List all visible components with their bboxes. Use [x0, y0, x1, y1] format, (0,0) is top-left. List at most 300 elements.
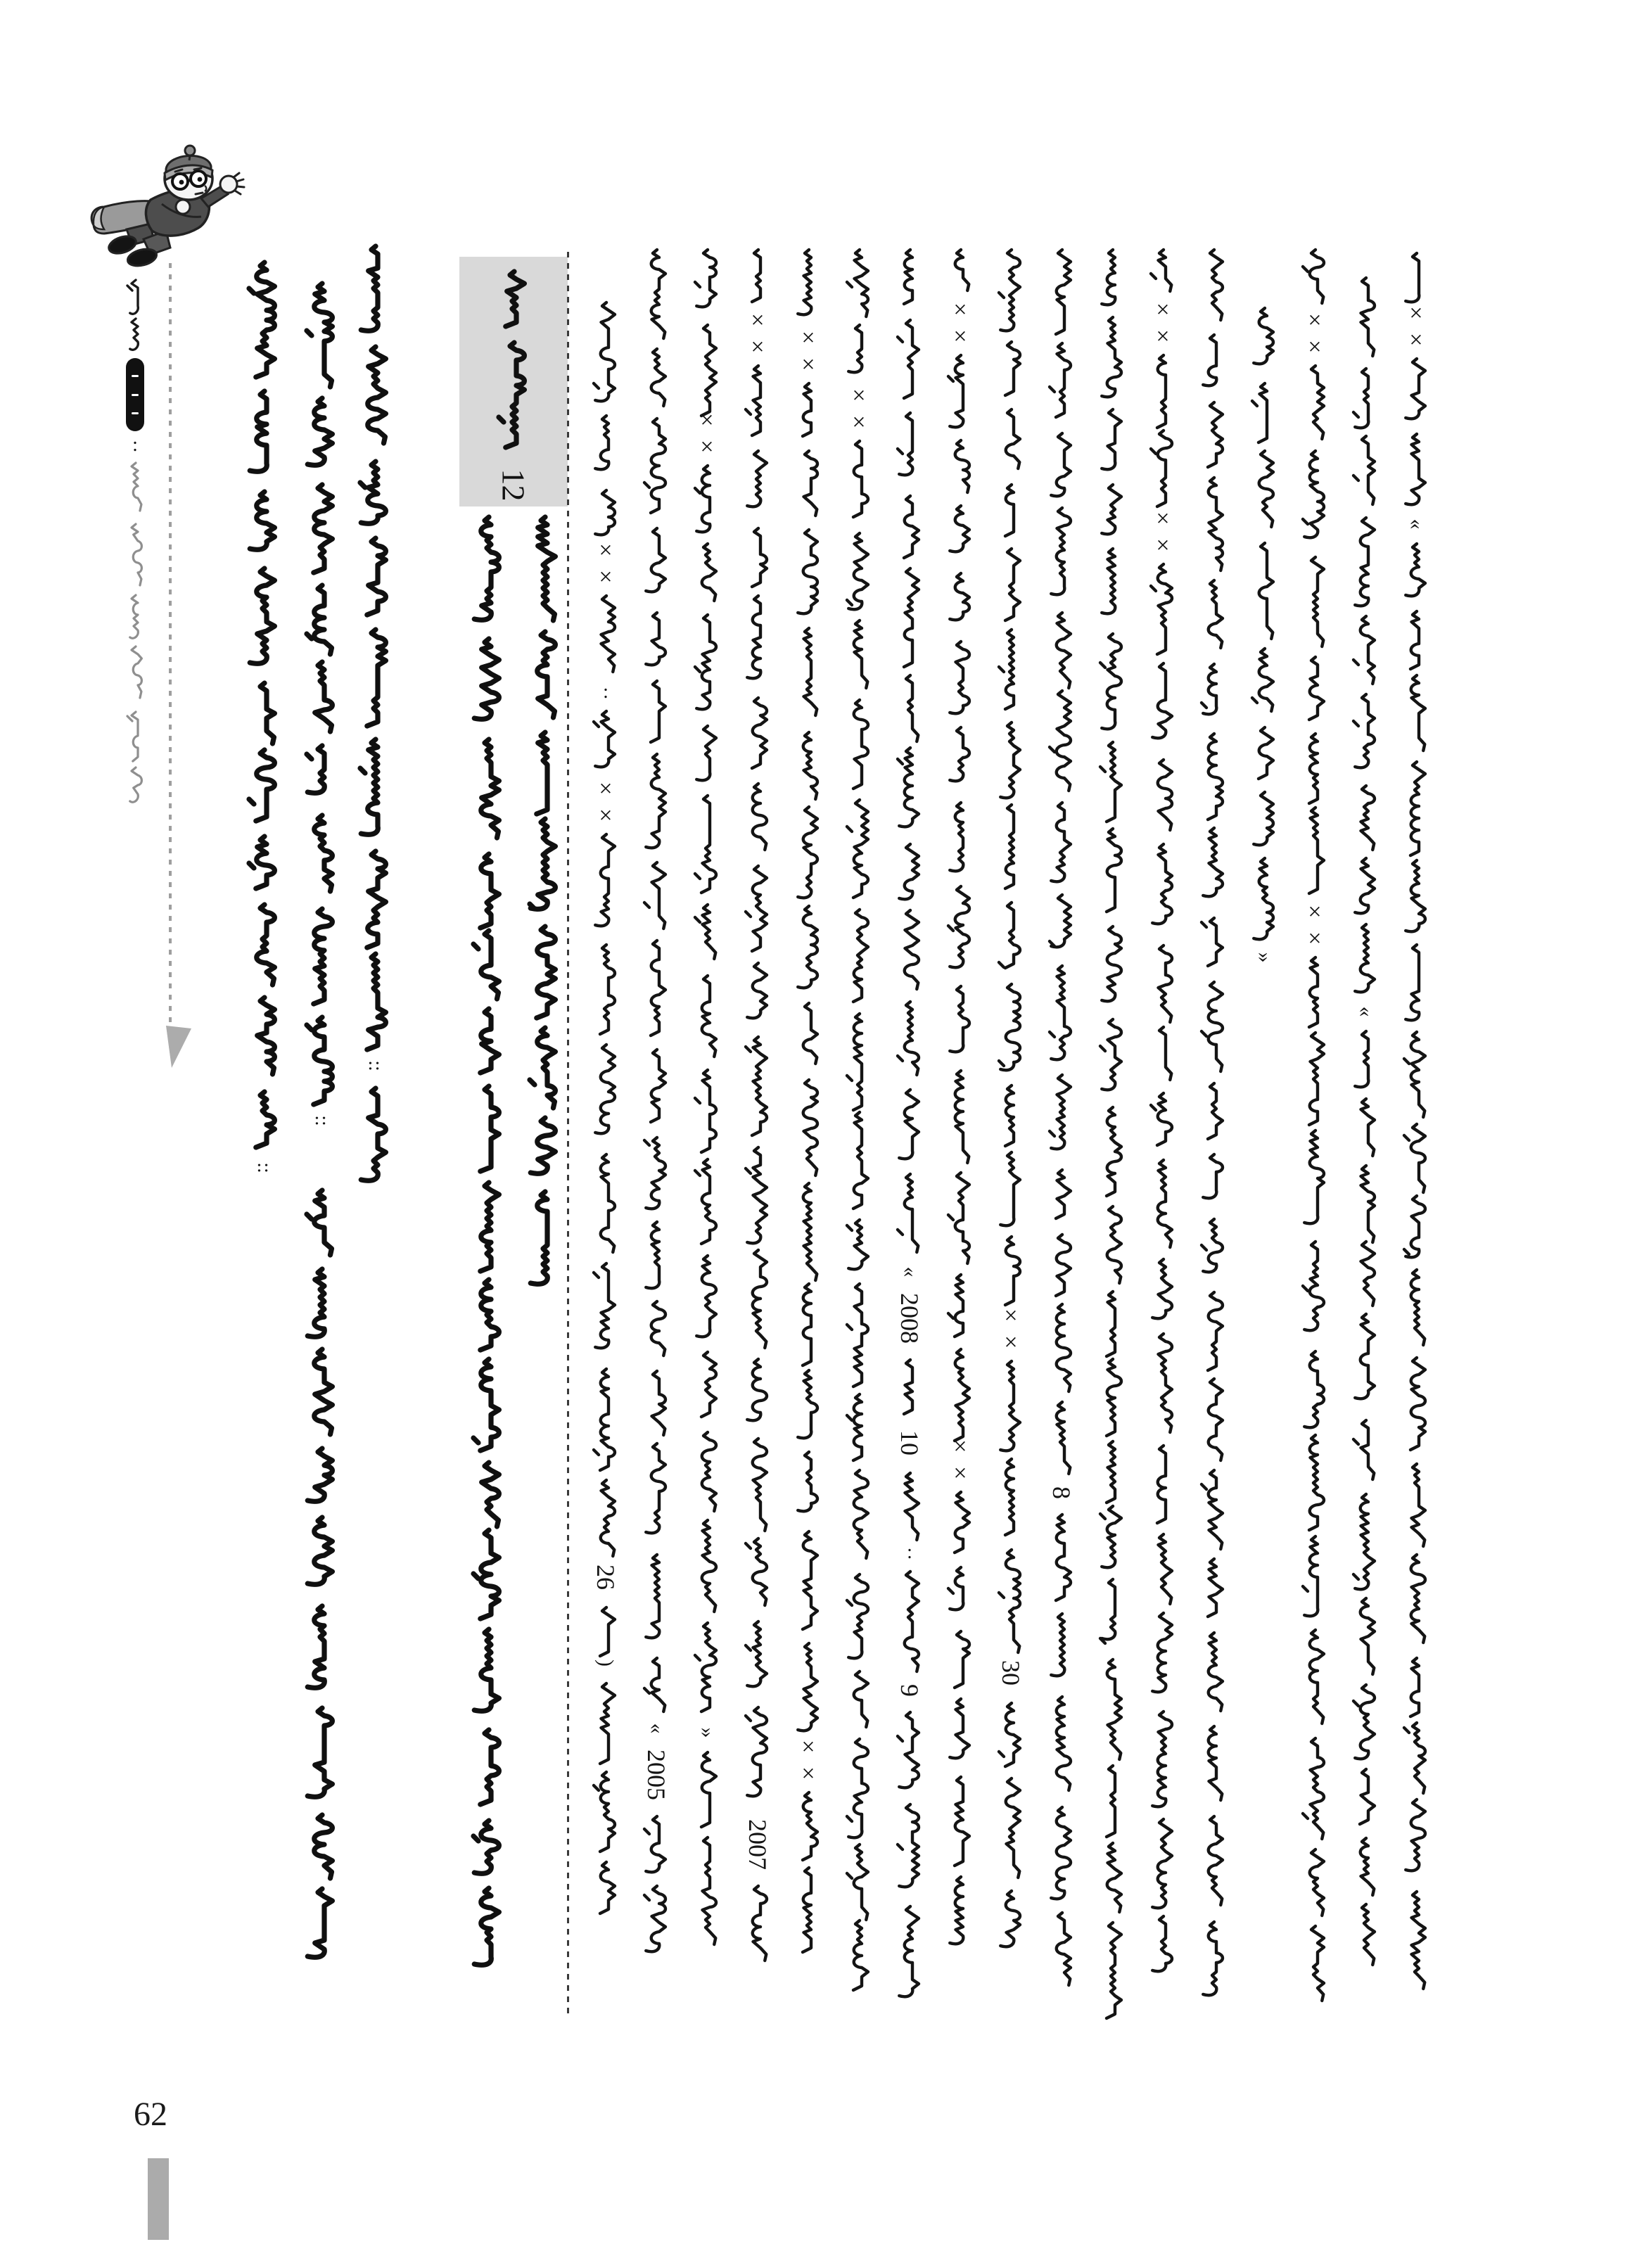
mongolian-word-run	[590, 1769, 622, 1851]
mongolian-word-run	[640, 1655, 673, 1712]
mongolian-word-run	[1147, 1816, 1179, 1905]
mongolian-word-run	[1400, 1796, 1432, 1880]
mongolian-word-run	[1096, 1016, 1128, 1096]
redacted-name-marks: × ×	[801, 1734, 815, 1787]
mongolian-word-run	[301, 658, 342, 733]
lesson-number-box	[459, 257, 568, 507]
intro-text-column	[467, 514, 509, 2018]
mongolian-word-run	[640, 1134, 673, 1211]
mongolian-word-run	[995, 1700, 1027, 1767]
dashed-divider-line	[567, 252, 569, 2013]
mongolian-word-run	[1349, 921, 1382, 995]
mongolian-word-run	[1096, 1919, 1128, 2016]
mongolian-word-run	[124, 276, 146, 309]
mongolian-word-run	[1299, 1846, 1331, 1915]
mongolian-word-run	[843, 906, 875, 1002]
mongolian-word-run	[124, 521, 146, 585]
mongolian-word-run	[1248, 724, 1280, 781]
mongolian-word-run	[944, 1564, 976, 1620]
mongolian-word-run	[792, 1864, 824, 1949]
mongolian-word-run	[243, 746, 284, 824]
mongolian-word-run	[1400, 1192, 1432, 1259]
mongolian-word-run	[468, 1083, 509, 1170]
mongolian-word-run	[691, 1517, 723, 1612]
number-token: 2008	[896, 1293, 924, 1344]
mongolian-word-run	[590, 1477, 622, 1550]
mongolian-word-run	[691, 972, 723, 1059]
mongolian-word-run	[944, 1489, 976, 1556]
mongolian-word-run	[1248, 855, 1280, 941]
mongolian-word-run	[691, 1429, 723, 1509]
mongolian-word-run	[1045, 1693, 1078, 1796]
mongolian-word-run	[1147, 1090, 1179, 1149]
mongolian-word-run	[524, 1024, 565, 1105]
mongolian-word-run	[1045, 1399, 1078, 1474]
mongolian-word-run	[1197, 915, 1230, 971]
redacted-name-marks: × ×	[700, 407, 714, 460]
mongolian-word-run	[355, 343, 395, 449]
mongolian-word-run	[1349, 1162, 1382, 1230]
mongolian-word-run	[1045, 430, 1078, 497]
mongolian-word-run	[1147, 1157, 1179, 1248]
mongolian-word-run	[1299, 654, 1331, 722]
mongolian-word-run	[792, 1528, 824, 1632]
mongolian-word-run	[741, 1144, 774, 1239]
mongolian-word-run	[1197, 730, 1230, 817]
mongolian-word-run	[524, 815, 565, 914]
mongolian-word-run	[590, 941, 622, 1033]
mongolian-word-run	[1045, 799, 1078, 884]
body-text-column	[1247, 305, 1281, 963]
mongolian-word-run	[1045, 1909, 1078, 1984]
mongolian-word-run	[691, 1252, 723, 1341]
mongolian-word-run	[691, 792, 723, 893]
mongolian-word-run	[355, 243, 395, 334]
mongolian-word-run	[741, 246, 774, 306]
number-token: 2007	[744, 1819, 772, 1870]
mongolian-word-run	[741, 862, 774, 952]
mongolian-word-run	[468, 736, 509, 841]
mongolian-word-run	[1045, 891, 1078, 955]
mongolian-word-run	[1147, 561, 1179, 652]
mongolian-word-run	[1197, 474, 1230, 569]
mongolian-word-run	[1299, 1348, 1331, 1424]
mongolian-word-run	[590, 1041, 622, 1143]
mongolian-word-run	[792, 1448, 824, 1520]
mongolian-word-run	[1096, 1503, 1128, 1568]
page-number: 62	[134, 2096, 167, 2133]
mongolian-word-run	[1147, 1531, 1179, 1602]
mongolian-word-run	[741, 1435, 774, 1527]
body-text-column	[791, 246, 825, 1998]
mongolian-word-run	[493, 339, 534, 449]
guide-arrow-icon	[166, 1026, 191, 1068]
mongolian-word-run	[741, 1356, 774, 1427]
intro-text-column	[243, 259, 285, 1228]
mongolian-word-run	[893, 672, 926, 737]
body-text-column	[994, 246, 1028, 1991]
mongolian-word-run	[691, 321, 723, 406]
mongolian-word-run	[301, 1603, 342, 1695]
mongolian-word-run	[944, 1695, 976, 1766]
mongolian-word-run	[1045, 340, 1078, 422]
mongolian-word-run	[1096, 825, 1128, 915]
redacted-name-marks: × ×	[1156, 297, 1170, 350]
mongolian-word-run	[1045, 1301, 1078, 1391]
mongolian-word-run	[468, 1817, 509, 1875]
mongolian-word-run	[1197, 1375, 1230, 1459]
mongolian-word-run	[792, 380, 824, 440]
mongolian-word-run	[1349, 433, 1382, 507]
mongolian-word-run	[1299, 447, 1331, 546]
mongolian-word-run	[691, 611, 723, 715]
mongolian-word-run	[843, 1280, 875, 1383]
mongolian-word-run	[1045, 246, 1078, 332]
mongolian-word-run	[741, 1033, 774, 1136]
mongolian-word-run	[1400, 758, 1432, 849]
mongolian-word-run	[1248, 645, 1280, 716]
mongolian-word-run	[243, 833, 284, 892]
body-text-column	[741, 246, 775, 1984]
mongolian-word-run	[640, 1298, 673, 1360]
mongolian-word-run	[1248, 447, 1280, 532]
mongolian-word-run	[843, 1668, 875, 1728]
mongolian-word-run	[468, 1356, 509, 1450]
mongolian-word-run	[995, 1546, 1027, 1646]
mongolian-word-run	[843, 1735, 875, 1833]
redacted-name-marks: × ×	[1156, 506, 1170, 559]
mongolian-word-run	[640, 859, 673, 929]
mongolian-word-run	[1400, 608, 1432, 664]
mongolian-word-run	[691, 1619, 723, 1716]
mongolian-word-run	[792, 1640, 824, 1733]
mongolian-word-run	[1045, 1231, 1078, 1293]
mongolian-word-run	[640, 677, 673, 743]
mongolian-word-run	[1299, 1735, 1331, 1838]
mongolian-word-run	[1400, 540, 1432, 600]
mongolian-word-run	[893, 744, 926, 833]
mongolian-word-run	[1096, 406, 1128, 473]
mongolian-word-run	[843, 1841, 875, 1909]
mongolian-word-run	[1299, 730, 1331, 796]
mongolian-word-run	[1096, 1840, 1128, 1911]
mongolian-comma: :	[907, 1541, 912, 1563]
mongolian-word-run	[1400, 1121, 1432, 1185]
mongolian-word-run	[1299, 1626, 1331, 1727]
mongolian-word-run	[1400, 941, 1432, 1021]
mongolian-word-run	[301, 1266, 342, 1337]
mongolian-word-run	[843, 321, 875, 381]
mongolian-word-run	[468, 850, 509, 918]
mongolian-word-run	[1197, 1289, 1230, 1368]
mongolian-word-run	[1299, 1127, 1331, 1230]
mongolian-word-run	[640, 1551, 673, 1647]
intro-text-column	[354, 243, 396, 1135]
mongolian-word-run	[1096, 1576, 1128, 1648]
mongolian-word-run	[1400, 431, 1432, 508]
mongolian-word-run	[1349, 1417, 1382, 1483]
mongolian-word-run	[1045, 609, 1078, 680]
mongolian-word-run	[944, 638, 976, 716]
mongolian-word-run	[355, 626, 395, 727]
mongolian-word-run	[301, 395, 342, 472]
mongolian-word-run	[468, 1885, 509, 1975]
mongolian-word-run	[843, 1917, 875, 1990]
mongolian-word-run	[524, 1188, 565, 1285]
mongolian-word-run	[1197, 1723, 1230, 1805]
mongolian-word-run	[893, 317, 926, 402]
mongolian-word-run	[524, 628, 565, 720]
mongolian-word-run	[995, 1358, 1027, 1448]
mongolian-word-run	[640, 609, 673, 670]
mongolian-word-run	[1400, 1266, 1432, 1346]
mongolian-word-run	[355, 848, 395, 941]
mongolian-word-run	[1349, 691, 1382, 775]
flying-boy-mascot-illustration	[83, 139, 245, 294]
number-token: 9	[896, 1684, 924, 1697]
mongolian-word-run	[995, 481, 1027, 537]
mongolian-word-run	[995, 1082, 1027, 1141]
mongolian-word-run	[1147, 352, 1179, 419]
intro-text-column	[523, 514, 566, 1238]
number-token: 10	[896, 1430, 924, 1455]
mongolian-word-run	[792, 1000, 824, 1069]
mongolian-word-run	[524, 514, 565, 619]
mongolian-word-run	[741, 694, 774, 772]
mongolian-word-run	[995, 1455, 1027, 1538]
mongolian-comma: :	[603, 681, 608, 703]
mongolian-word-run	[1197, 399, 1230, 466]
mongolian-word-run	[243, 388, 284, 479]
mongolian-word-run	[1400, 1719, 1432, 1788]
mongolian-word-run	[124, 459, 146, 514]
dotted-guide-line	[169, 263, 172, 1024]
mongolian-word-run	[640, 246, 673, 338]
mongolian-word-run	[1299, 362, 1331, 440]
mongolian-word-run	[1197, 1080, 1230, 1143]
mongolian-word-run	[1096, 630, 1128, 731]
mongolian-word-run	[792, 729, 824, 796]
mongolian-word-run	[524, 729, 565, 806]
mongolian-word-run	[1197, 824, 1230, 907]
mongolian-word-run	[468, 1276, 509, 1346]
number-token: 2005	[642, 1750, 670, 1800]
mongolian-word-run	[893, 1470, 926, 1537]
body-text-column	[1045, 246, 1078, 1984]
mongolian-word-run	[1400, 1354, 1432, 1453]
mongolian-word-run	[1197, 1813, 1230, 1911]
mongolian-word-run	[1400, 857, 1432, 934]
mongolian-word-run	[493, 268, 534, 330]
mongolian-word-run	[792, 625, 824, 721]
redacted-name-marks: × ×	[1409, 300, 1423, 353]
mongolian-word-run	[691, 246, 723, 314]
mongolian-word-run	[944, 352, 976, 429]
mongolian-word-run	[243, 259, 284, 378]
quote-mark: «	[1405, 518, 1428, 530]
footer-decoration-bar	[148, 2158, 169, 2240]
mongolian-word-run	[893, 1709, 926, 1793]
mongolian-word-run	[124, 643, 146, 702]
mongolian-word-run	[640, 1046, 673, 1126]
mongolian-word-run	[1400, 1551, 1432, 1647]
mongolian-word-run	[1197, 1629, 1230, 1715]
mongolian-word-run	[792, 903, 824, 992]
mongolian-word-run	[893, 907, 926, 990]
mongolian-word-run	[944, 883, 976, 975]
mongolian-word-run	[468, 1005, 509, 1074]
mongolian-word-run	[944, 799, 976, 875]
mongolian-word-run	[640, 1440, 673, 1543]
mongolian-word-run	[468, 635, 509, 727]
mongolian-word-run	[843, 530, 875, 609]
mongolian-word-run	[1400, 1655, 1432, 1712]
mongolian-word-run	[944, 1169, 976, 1263]
mongolian-word-run	[944, 1067, 976, 1161]
mongolian-word-run	[1349, 1311, 1382, 1409]
mongolian-word-run	[995, 1149, 1027, 1225]
mongolian-word-run	[243, 565, 284, 670]
parenthesis-mark: )	[594, 1659, 618, 1667]
mongolian-word-run	[1349, 274, 1382, 357]
mongolian-word-run	[640, 1813, 673, 1875]
mongolian-word-run	[355, 1085, 395, 1180]
mongolian-word-run	[1096, 1104, 1128, 1195]
mongolian-word-run	[1096, 1762, 1128, 1832]
mongolian-word-run	[691, 462, 723, 533]
mongolian-word-run	[1096, 545, 1128, 623]
body-text-column	[1095, 246, 1129, 1998]
mongolian-word-run	[468, 1726, 509, 1808]
mongolian-word-run	[1096, 1203, 1128, 1280]
mongolian-word-run	[792, 1076, 824, 1172]
mongolian-word-run	[1147, 1024, 1179, 1082]
mongolian-word-run	[1045, 504, 1078, 601]
mongolian-word-run	[893, 998, 926, 1078]
lesson-number: 12	[495, 469, 532, 502]
mongolian-word-run	[1400, 355, 1432, 423]
mongolian-word-run	[1349, 855, 1382, 913]
mongolian-word-run	[691, 1834, 723, 1937]
mongolian-word-run	[1147, 1256, 1179, 1323]
mongolian-word-run	[741, 447, 774, 517]
number-token: 26	[592, 1565, 620, 1590]
mongolian-word-run	[1248, 540, 1280, 637]
mongolian-word-run	[1045, 1511, 1078, 1603]
mongolian-word-run	[741, 525, 774, 585]
mongolian-word-run	[741, 780, 774, 855]
mongolian-word-run	[944, 437, 976, 495]
redacted-name-marks: × ×	[1308, 899, 1322, 952]
mongolian-word-run	[243, 901, 284, 985]
mongolian-word-run	[1299, 1533, 1331, 1619]
banner-highlight-pill	[126, 358, 144, 431]
mongolian-word-run	[1147, 246, 1179, 295]
mongolian-word-run	[301, 280, 342, 386]
mongolian-word-run	[1096, 739, 1128, 817]
mongolian-word-run	[843, 438, 875, 522]
mongolian-word-run	[1045, 1610, 1078, 1686]
mongolian-word-run	[124, 315, 146, 352]
redacted-name-marks: × ×	[599, 537, 613, 590]
mongolian-word-run	[792, 246, 824, 324]
mongolian-word-run	[1248, 789, 1280, 847]
mongolian-word-run	[893, 409, 926, 485]
mongolian-word-run	[243, 1088, 284, 1149]
lesson-box-title-column	[493, 268, 534, 459]
mongolian-word-run	[590, 1260, 622, 1358]
mongolian-word-run	[124, 592, 146, 637]
mongolian-word-run	[1197, 1216, 1230, 1281]
mongolian-word-run	[243, 488, 284, 556]
mongolian-word-run	[792, 447, 824, 518]
body-text-column	[1349, 274, 1382, 2005]
mongolian-word-run	[944, 1873, 976, 1948]
mongolian-word-run	[792, 803, 824, 895]
mongolian-word-run	[1147, 660, 1179, 748]
mongolian-word-run	[792, 1789, 824, 1856]
redacted-name-marks: × ×	[599, 776, 613, 829]
mongolian-word-run	[792, 526, 824, 617]
mongolian-word-run	[893, 565, 926, 664]
body-text-column	[1298, 246, 1332, 1998]
mongolian-word-run	[893, 246, 926, 309]
mongolian-word-run	[843, 696, 875, 789]
mongolian-word-run	[1299, 1238, 1331, 1340]
mongolian-word-run	[355, 736, 395, 839]
number-token: 8	[1047, 1486, 1076, 1499]
mongolian-word-run	[741, 592, 774, 687]
mongolian-word-run	[1045, 687, 1078, 791]
mongolian-word-run	[1349, 782, 1382, 847]
mongolian-word-run	[590, 592, 622, 677]
mongolian-word-run	[741, 1618, 774, 1696]
mongolian-word-run	[944, 570, 976, 630]
mongolian-word-run	[893, 492, 926, 557]
mongolian-word-run	[1096, 481, 1128, 537]
redacted-name-marks: × ×	[953, 1434, 967, 1486]
mongolian-word-run	[843, 1109, 875, 1209]
mongolian-word-run	[1197, 1467, 1230, 1548]
mongolian-word-run	[1096, 1356, 1128, 1430]
mongolian-word-run	[893, 1086, 926, 1163]
body-text-column	[690, 246, 724, 1991]
mongolian-word-run	[640, 1368, 673, 1432]
mongolian-word-run	[1400, 1460, 1432, 1543]
mongolian-word-run	[893, 1568, 926, 1672]
body-text-column	[1197, 246, 1230, 1991]
mongolian-word-run	[1299, 1923, 1331, 2001]
mongolian-word-run	[1349, 1491, 1382, 1587]
mongolian-word-run	[1400, 1888, 1432, 1989]
mongolian-word-run	[1349, 1766, 1382, 1827]
mongolian-word-run	[1147, 756, 1179, 833]
mongolian-word-run	[1147, 1442, 1179, 1523]
mongolian-word-run	[243, 994, 284, 1079]
mongolian-word-run	[691, 901, 723, 964]
mongolian-word-run	[468, 1626, 509, 1717]
mongolian-word-run	[1197, 331, 1230, 391]
mongolian-word-run	[1147, 1610, 1179, 1700]
mongolian-word-run	[944, 1346, 976, 1432]
mongolian-word-run	[691, 1066, 723, 1148]
mongolian-word-run	[301, 1014, 342, 1102]
mongolian-word-run	[741, 1535, 774, 1610]
mongolian-word-run	[843, 617, 875, 689]
mongolian-word-run	[468, 1179, 509, 1267]
mongolian-word-run	[301, 1885, 342, 1964]
mongolian-word-run	[590, 708, 622, 775]
